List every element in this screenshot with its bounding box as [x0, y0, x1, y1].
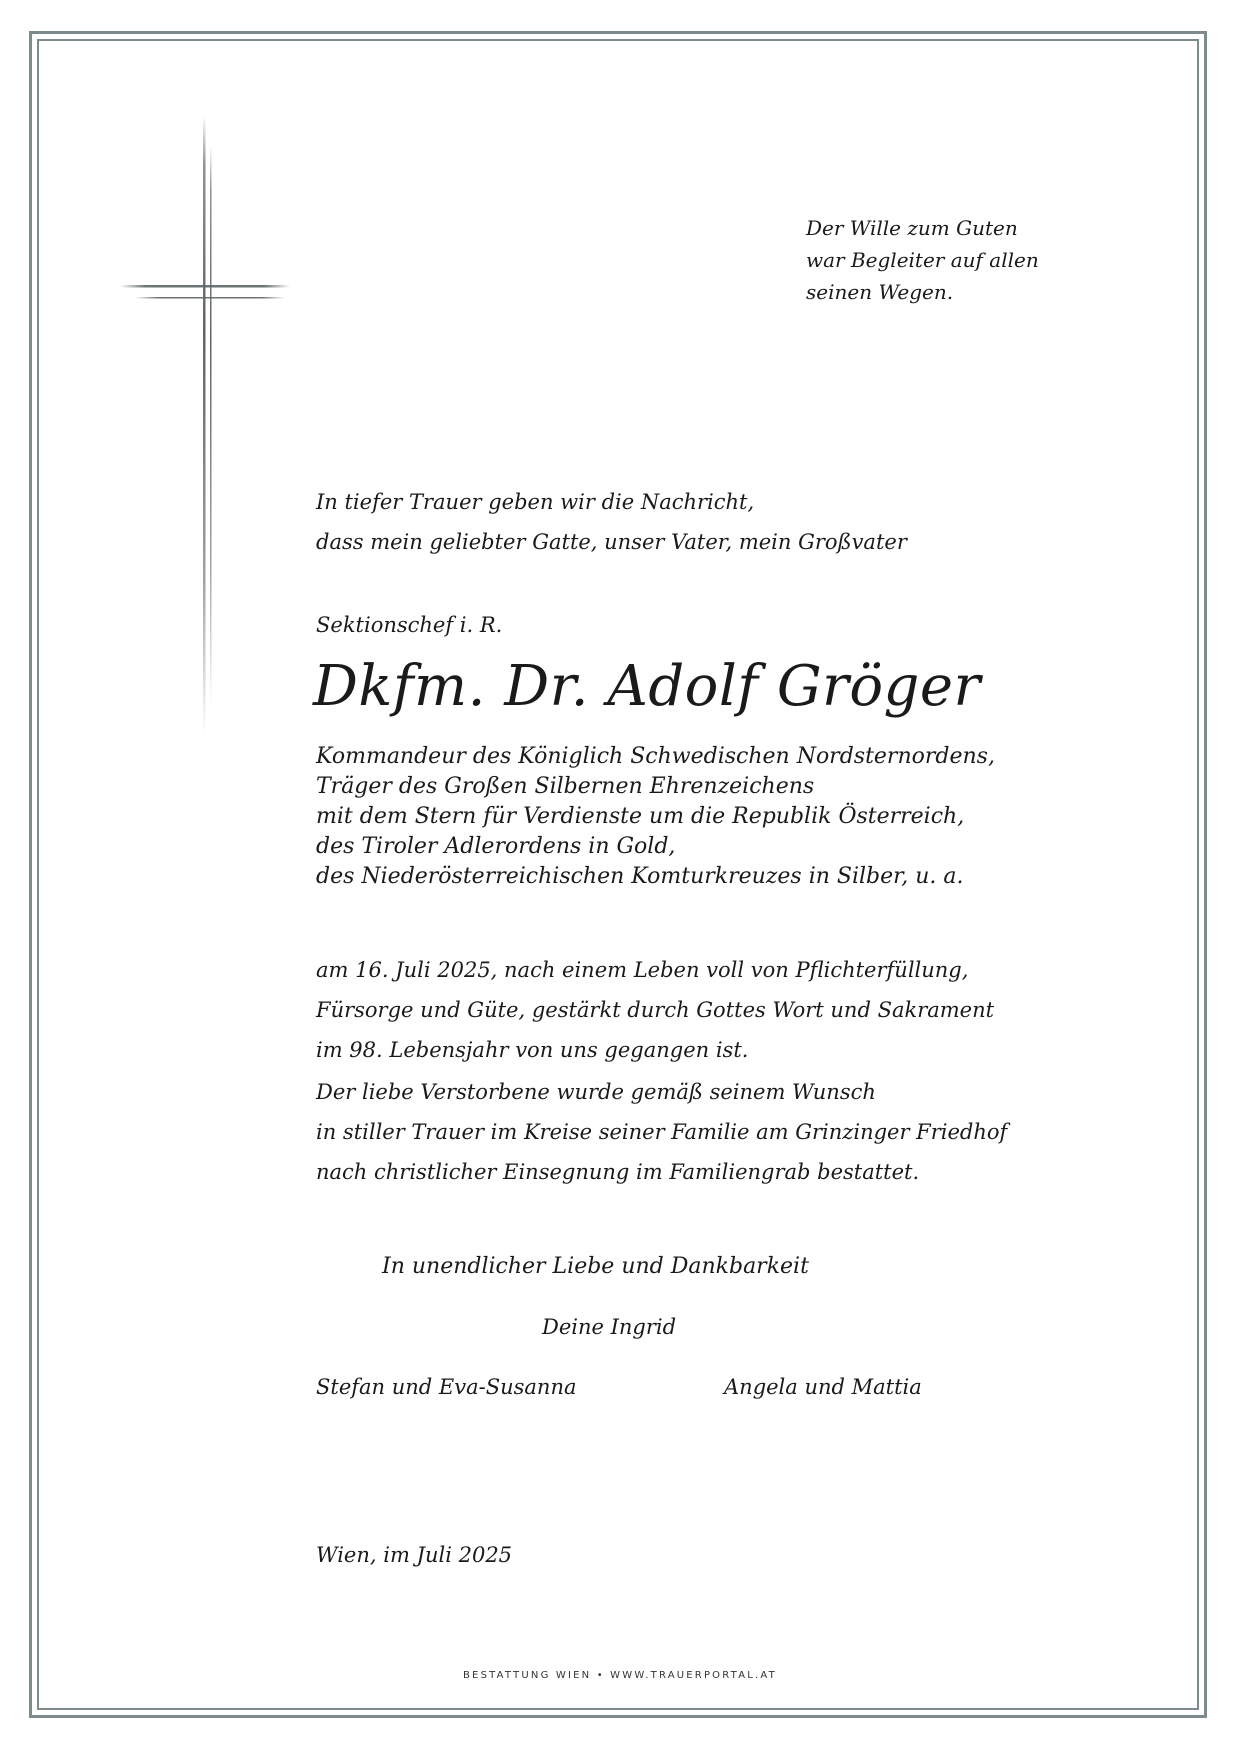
deceased-title: Sektionschef i. R.	[316, 613, 503, 637]
intro-line: In tiefer Trauer geben wir die Nachricht,	[316, 490, 755, 514]
burial-line: in stiller Trauer im Kreise seiner Familie am Grinzinger Friedhof	[316, 1120, 1008, 1144]
motto-quote	[806, 212, 1039, 308]
intro-text	[316, 482, 907, 562]
place-date: Wien, im Juli 2025	[316, 1543, 513, 1567]
burial-line: Der liebe Verstorbene wurde gemäß seinem Wunsch	[316, 1080, 876, 1104]
burial-line: nach christlicher Einsegnung im Familiengrab bestattet.	[316, 1160, 920, 1184]
honor-line: Träger des Großen Silbernen Ehrenzeichens	[316, 774, 815, 799]
motto-line: Der Wille zum Guten	[806, 216, 1018, 240]
honors-list	[316, 742, 995, 892]
honor-line: mit dem Stern für Verdienste um die Republik Österreich,	[316, 804, 965, 829]
mourner-widow: Deine Ingrid	[542, 1315, 677, 1339]
death-notice-line: im 98. Lebensjahr von uns gegangen ist.	[316, 1038, 749, 1062]
death-notice	[316, 950, 994, 1070]
motto-line: seinen Wegen.	[806, 280, 954, 304]
closing-phrase: In unendlicher Liebe und Dankbarkeit	[382, 1254, 809, 1279]
burial-notice	[316, 1072, 1007, 1192]
intro-line: dass mein geliebter Gatte, unser Vater, mein Großvater	[316, 530, 907, 554]
death-notice-line: Fürsorge und Güte, gestärkt durch Gottes Wort und Sakrament	[316, 998, 995, 1022]
mourner-children-right: Angela und Mattia	[724, 1375, 922, 1399]
honor-line: des Tiroler Adlerordens in Gold,	[316, 834, 676, 859]
motto-line: war Begleiter auf allen	[806, 248, 1039, 272]
deceased-name: Dkfm. Dr. Adolf Gröger	[313, 654, 981, 719]
honor-line: Kommandeur des Königlich Schwedischen Nordsternordens,	[316, 744, 995, 769]
honor-line: des Niederösterreichischen Komturkreuzes in Silber, u. a.	[316, 864, 964, 889]
mourner-children-left: Stefan und Eva-Susanna	[316, 1375, 577, 1399]
death-notice-line: am 16. Juli 2025, nach einem Leben voll von Pflichterfüllung,	[316, 958, 969, 982]
cross-icon	[120, 115, 300, 735]
footer-credit: BESTATTUNG WIEN • WWW.TRAUERPORTAL.AT	[463, 1670, 777, 1681]
